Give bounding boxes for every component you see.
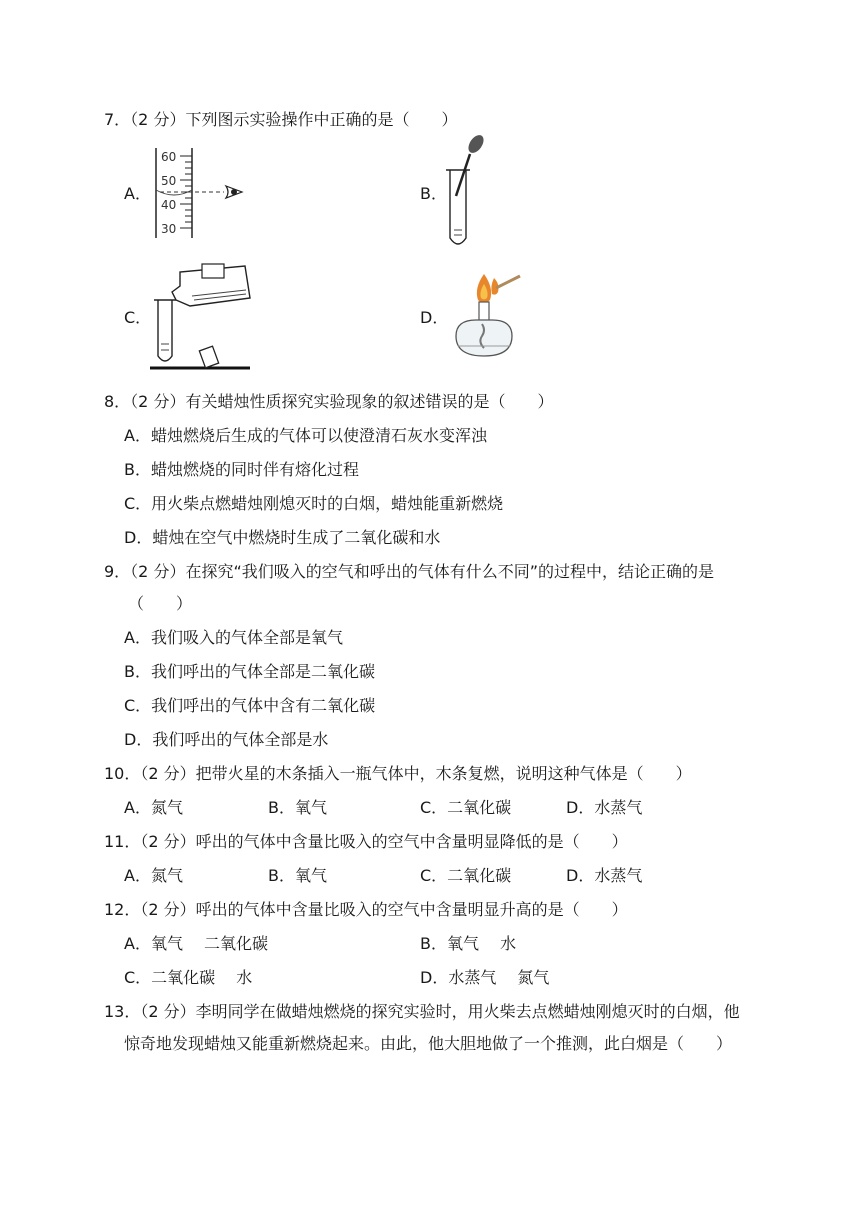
q9-option-c: C．我们呼出的气体中含有二氧化碳 (124, 696, 376, 715)
q9-option-a: A．我们吸入的气体全部是氧气 (124, 628, 343, 647)
q11-option-b: B．氧气 (268, 866, 327, 885)
q8-option-b: B．蜡烛燃烧的同时伴有熔化过程 (124, 460, 359, 479)
question-13-stem-continued: 惊奇地发现蜡烛又能重新燃烧起来。由此，他大胆地做了一个推测，此白烟是（ ） (124, 1034, 733, 1053)
q11-option-d: D．水蒸气 (566, 866, 643, 885)
q8-option-c: C．用火柴点燃蜡烛刚熄灭时的白烟，蜡烛能重新燃烧 (124, 494, 504, 513)
cylinder-mark-60: 60 (161, 150, 177, 164)
lighting-alcohol-lamp-image (444, 266, 524, 366)
q7-option-c-label: C． (124, 308, 152, 327)
question-12-stem: 12．（2 分）呼出的气体中含量比吸入的空气中含量明显升高的是（ ） (104, 900, 628, 919)
q10-option-b: B．氧气 (268, 798, 327, 817)
q11-option-c: C．二氧化碳 (420, 866, 512, 885)
q12-option-b: B．氧气 水 (420, 934, 517, 953)
q12-option-d: D．水蒸气 氮气 (420, 968, 550, 987)
q10-option-c: C．二氧化碳 (420, 798, 512, 817)
q7-option-d-label: D． (420, 308, 449, 327)
question-8-stem: 8．（2 分）有关蜡烛性质探究实验现象的叙述错误的是（ ） (104, 392, 554, 411)
q7-option-a-label: A． (124, 184, 151, 203)
question-11-stem: 11．（2 分）呼出的气体中含量比吸入的空气中含量明显降低的是（ ） (104, 832, 628, 851)
question-9-stem-continued: （ ） (128, 594, 193, 613)
q10-option-a: A．氮气 (124, 798, 183, 817)
q9-option-d: D．我们呼出的气体全部是水 (124, 730, 329, 749)
q10-option-d: D．水蒸气 (566, 798, 643, 817)
pouring-liquid-image (150, 256, 260, 372)
question-7-stem: 7．（2 分）下列图示实验操作中正确的是（ ） (104, 110, 458, 129)
q12-option-a: A．氧气 二氧化碳 (124, 934, 269, 953)
question-10-stem: 10．（2 分）把带火星的木条插入一瓶气体中，木条复燃，说明这种气体是（ ） (104, 764, 692, 783)
q12-option-c: C．二氧化碳 水 (124, 968, 253, 987)
q8-option-d: D．蜡烛在空气中燃烧时生成了二氧化碳和水 (124, 528, 441, 547)
dropper-into-test-tube-image (440, 134, 530, 252)
cylinder-mark-50: 50 (161, 174, 177, 188)
q8-option-a: A．蜡烛燃烧后生成的气体可以使澄清石灰水变浑浊 (124, 426, 487, 445)
q7-option-b-label: B． (420, 184, 447, 203)
q9-option-b: B．我们呼出的气体全部是二氧化碳 (124, 662, 375, 681)
cylinder-mark-30: 30 (161, 222, 177, 236)
question-9-stem: 9．（2 分）在探究“我们吸入的空气和呼出的气体有什么不同”的过程中，结论正确的是 (104, 562, 715, 581)
question-13-stem: 13．（2 分）李明同学在做蜡烛燃烧的探究实验时，用火柴去点燃蜡烛刚熄灭时的白烟，他 (104, 1002, 740, 1021)
cylinder-mark-40: 40 (161, 198, 177, 212)
q11-option-a: A．氮气 (124, 866, 183, 885)
measuring-cylinder-reading-image (150, 142, 250, 242)
